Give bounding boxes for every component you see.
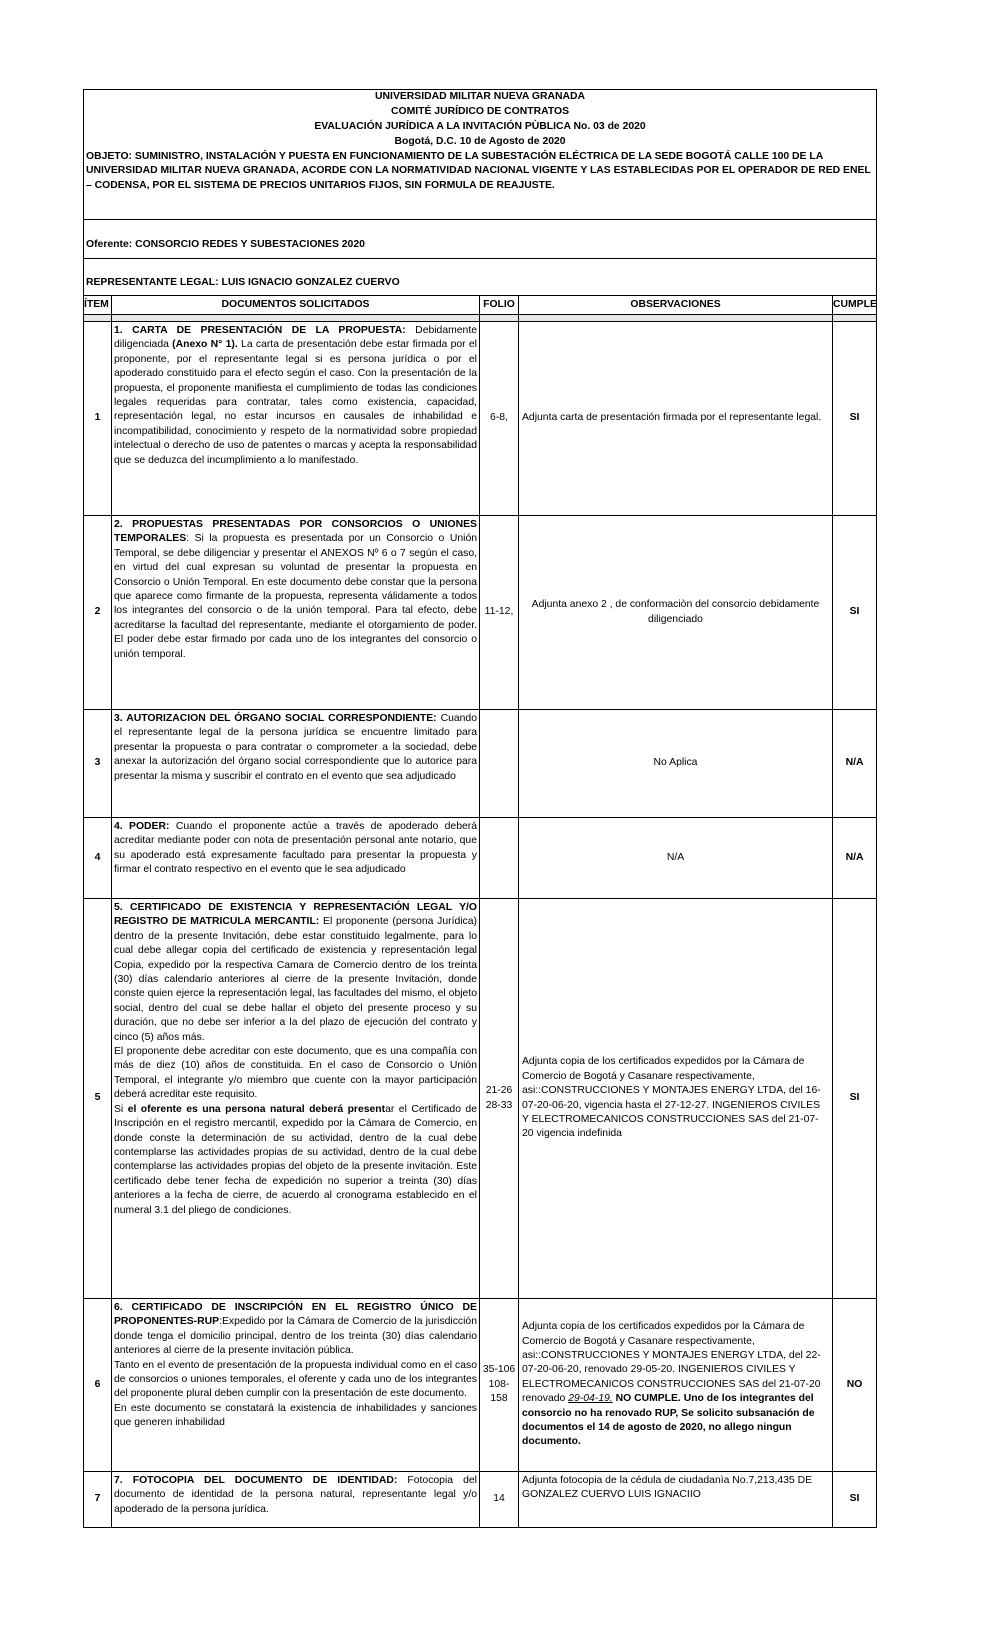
doc-annex: (Anexo N° 1). (172, 339, 238, 351)
folio: 11-12, (480, 516, 519, 710)
doc-paragraph (114, 1103, 477, 1218)
cumple-status: N/A (833, 818, 877, 899)
objeto-row (84, 150, 877, 220)
table-row (84, 322, 877, 516)
observation: Adjunta copia de los certificados expedidos por la Cámara de Comercio de Bogotá y Casanare respectivamente, asi::CONSTRUCCIONES Y MONTAJES ENERGY LTDA, del 16-07-20-06-20, vigencia hasta el 27-12-27. INGENIEROS CIVILES Y ELECTROMECANICOS CONSTRUCCIONES SAS del 21-07-20 vigencia indefinida (519, 899, 833, 1299)
col-folio: FOLIO (480, 296, 519, 315)
evaluation-sheet (83, 89, 876, 1528)
folio: 21-26 28-33 (480, 899, 519, 1299)
doc-text: Cuando el proponente actúe a través de apoderado deberá acreditar mediante poder con nota de presentación personal ante notario, que su apoderado está expresamente facultado para presentar la propuesta y firmar el contrato respectivo en el evento que le sea adjudicado (114, 821, 477, 876)
doc-paragraph: Tanto en el evento de presentación de la propuesta individual como en el caso de consorcios o uniones temporales, el oferente y cada uno de los integrantes del proponente plural deben cumplir con la presentación de este documento. (114, 1359, 477, 1400)
representante-text: REPRESENTANTE LEGAL: LUIS IGNACIO GONZALEZ CUERVO (84, 259, 877, 296)
folio (480, 710, 519, 818)
cumple-status: NO (833, 1299, 877, 1472)
table-row (84, 818, 877, 899)
doc-text: : Si la propuesta es presentada por un Consorcio o Unión Temporal, se debe diligenciar y presentar el ANEXOS Nº 6 o 7 según el caso, en virtud del cual expresan su voluntad de presentar la propuesta en Consorcio o Unión Temporal. En este documento debe constar que la persona que aparece como firmante de la propuesta, representa válidamente a todos los integrantes del consorcio o de la unión temporal. Para tal efecto, debe acreditarse la facultad del representante, mediante el otorgamiento de poder. El poder debe estar firmado por cada uno de los integrantes del consorcio o unión temporal. (114, 533, 477, 660)
table-row (84, 1472, 877, 1528)
table-row (84, 516, 877, 710)
col-obs: OBSERVACIONES (519, 296, 833, 315)
folio (480, 818, 519, 899)
observation: N/A (519, 818, 833, 899)
item-number: 1 (84, 322, 112, 516)
doc-text: Cuando el representante legal de la persona jurídica se encuentre limitado para presentar la propuesta o para contratar o comprometer a la sociedad, debe anexar la autorización del órgano social correspondiente que lo autorice para presentar la misma y suscribir el contrato en el evento que sea adjudicado (114, 713, 477, 782)
observation-text: Adjunta copia de los certificados expedidos por la Cámara de Comercio de Bogotá y Casanare respectivamente, asi::CONSTRUCCIONES Y MONTAJES ENERGY LTDA, del 22-07-20-06-20, renovado 29-05-20. INGENIEROS CIVILES Y ELECTROMECANICOS CONSTRUCCIONES SAS del 21-07-20 renovado (522, 1321, 821, 1405)
doc-title: 4. PODER: (114, 821, 170, 832)
doc-text: Debidamente diligenciada (114, 325, 477, 351)
doc-description (112, 818, 480, 899)
renewal-date: 29-04-19. (568, 1393, 613, 1405)
folio: 6-8, (480, 322, 519, 516)
doc-description (112, 322, 480, 516)
table-row (84, 710, 877, 818)
observation: No Aplica (519, 710, 833, 818)
doc-text: Si (114, 1103, 128, 1115)
doc-paragraph: El proponente debe acreditar con este documento, que es una compañía con más de diez (10) años de constituida. En el caso de Consorcio o Unión Temporal, el integrante y/o miembro que cuente con la mayor participación deberá acreditar este requisito. (114, 1046, 477, 1101)
university-name: UNIVERSIDAD MILITAR NUEVA GRANADA (375, 91, 585, 102)
doc-title: 2. PROPUESTAS PRESENTADAS POR CONSORCIOS O UNIONES TEMPORALES (114, 519, 477, 545)
item-number: 6 (84, 1299, 112, 1472)
doc-title: 3. AUTORIZACION DEL ÓRGANO SOCIAL CORRESPONDIENTE: (114, 713, 437, 724)
table-row (84, 899, 877, 1299)
doc-title: 1. CARTA DE PRESENTACIÓN DE LA PROPUESTA: (114, 325, 406, 336)
doc-description (112, 899, 480, 1299)
item-number: 4 (84, 818, 112, 899)
representante-row (84, 259, 877, 296)
doc-title: 5. CERTIFICADO DE EXISTENCIA Y REPRESENTACIÓN LEGAL Y/O REGISTRO DE MATRICULA MERCANTIL: (114, 902, 477, 928)
committee-name: COMITÉ JURÍDICO DE CONTRATOS (391, 106, 570, 117)
item-number: 7 (84, 1472, 112, 1528)
oferente-text: Oferente: CONSORCIO REDES Y SUBESTACIONES 2020 (84, 220, 877, 259)
doc-description (112, 1299, 480, 1472)
doc-title: 6. CERTIFICADO DE INSCRIPCIÓN EN EL REGISTRO ÚNICO DE PROPONENTES-RUP (114, 1302, 477, 1328)
evaluation-title: EVALUACIÓN JURÍDICA A LA INVITACIÓN PÙBLICA No. 03 de 2020 (314, 121, 646, 132)
item-number: 2 (84, 516, 112, 710)
evaluation-date: Bogotá, D.C. 10 de Agosto de 2020 (394, 136, 566, 147)
observation: Adjunta fotocopia de la cédula de ciudadanìa No.7,213,435 DE GONZALEZ CUERVO LUIS IGNACIIO (519, 1472, 833, 1528)
title-row (84, 90, 877, 151)
doc-description (112, 710, 480, 818)
doc-text: La carta de presentación debe estar firmada por el proponente, por el representante legal si es persona jurídica o por el apoderado constituido para el efecto según el caso. Con la presentación de la propuesta, el proponente manifiesta el cumplimiento de todas las condiciones legales requeridas para contratar, tales como existencia, capacidad, representación legal, no estar incursos en causales de inhabilidad e incompatibilidad, conocimiento y respeto de la normatividad sobre propiedad intelectual o derecho de uso de patentes o marcas y acepta la responsabilidad que se deduzca del incumplimiento a lo manifestado. (114, 339, 477, 466)
col-docs: DOCUMENTOS SOLICITADOS (112, 296, 480, 315)
doc-title: 7. FOTOCOPIA DEL DOCUMENTO DE IDENTIDAD: (114, 1475, 398, 1486)
table-row (84, 1299, 877, 1472)
doc-paragraph (114, 1301, 477, 1359)
evaluation-table (83, 89, 877, 1528)
item-number: 3 (84, 710, 112, 818)
title-block (84, 90, 877, 151)
doc-text: :Expedido por la Cámara de Comercio de la jurisdicción donde tenga el domicilio principal, dentro de los treinta (30) días calendario anteriores al cierre de la presente invitación pública. (114, 1316, 477, 1357)
observation-verdict: NO CUMPLE. Uno de los integrantes del consorcio no ha renovado RUP, Se solicito subsanación de documentos el 14 de agosto de 2020, no allego ningun documento. (522, 1393, 815, 1448)
column-header-row (84, 296, 877, 315)
observation: Adjunta carta de presentación firmada por el representante legal. (519, 322, 833, 516)
doc-paragraph (114, 901, 477, 1045)
doc-text: El proponente (persona Jurídica) dentro de la presente Invitación, debe estar constituido legalmente, para lo cual debe allegar copia del certificado de existencia y representación legal Copia, expedido por la respectiva Camara de Comercio dentro de los treinta (30) días calendario anteriores al cierre de la presente Invitación, donde conste quien ejerce la representación legal, las facultades del mismo, el objeto social, dentro del cual se debe hallar el objeto del presente proceso y su duración, que no debe ser inferior a la del plazo de ejecución del contrato y cinco (5) años más. (114, 916, 477, 1043)
cumple-status: SI (833, 1472, 877, 1528)
col-cumple: CUMPLE (833, 296, 877, 315)
observation: Adjunta anexo 2 , de conformaciòn del consorcio debidamente diligenciado (519, 516, 833, 710)
oferente-row (84, 220, 877, 259)
folio: 14 (480, 1472, 519, 1528)
doc-description (112, 1472, 480, 1528)
cumple-status: N/A (833, 710, 877, 818)
cumple-status: SI (833, 899, 877, 1299)
doc-paragraph: En este documento se constatará la existencia de inhabilidades y sanciones que generen inhabilidad (114, 1402, 477, 1429)
item-number: 5 (84, 899, 112, 1299)
doc-description (112, 516, 480, 710)
doc-text: Fotocopia del documento de identidad de la persona natural, representante legal y/o apoderado de la persona jurídica. (114, 1475, 477, 1515)
cumple-status: SI (833, 516, 877, 710)
col-item: ÍTEM (84, 296, 112, 315)
cumple-status: SI (833, 322, 877, 516)
doc-emphasis: el oferente es una persona natural deberá present (127, 1103, 386, 1115)
objeto-text: OBJETO: SUMINISTRO, INSTALACIÓN Y PUESTA EN FUNCIONAMIENTO DE LA SUBESTACIÓN ELÉCTRICA DE LA SEDE BOGOTÁ CALLE 100 DE LA UNIVERSIDAD MILITAR NUEVA GRANADA, ACORDE CON LA NORMATIVIDAD NACIONAL VIGENTE Y LAS ESTABLECIDAS POR EL OPERADOR DE RED ENEL – CODENSA, POR EL SISTEMA DE PRECIOS UNITARIOS FIJOS, SIN FORMULA DE REAJUSTE. (84, 150, 877, 220)
observation (519, 1299, 833, 1472)
header-spacer-row (84, 315, 877, 322)
folio: 35-106 108-158 (480, 1299, 519, 1472)
doc-text: ar el Certificado de Inscripción en el registro mercantil, expedido por la Cámara de Comercio, en donde conste la determinación de su actividad, dentro de la cual debe contemplarse las actividades propias de su actividad, dentro de la cual debe contemplarse las actividades propias del objeto de la presente invitación. Este certificado debe tener fecha de expedición no superior a treinta (30) días anteriores a la fecha de cierre, de acuerdo al cronograma establecido en el numeral 3.1 del pliego de condiciones. (114, 1103, 477, 1216)
